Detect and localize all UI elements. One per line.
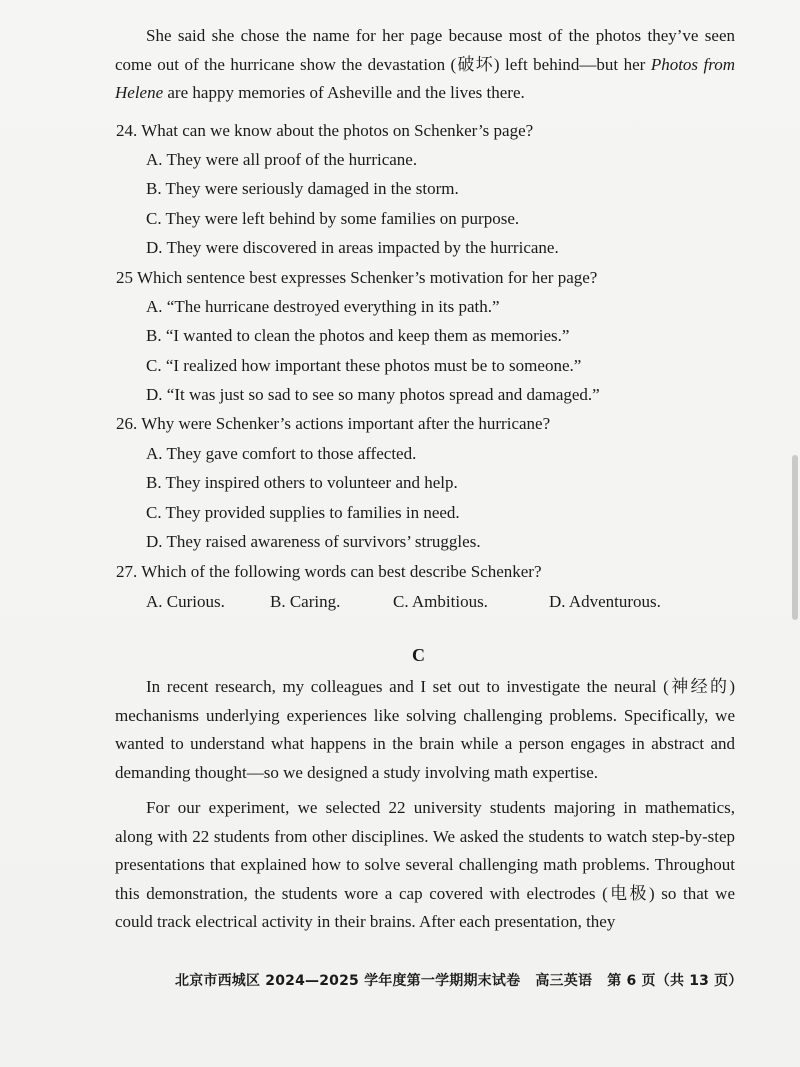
- section-c-paragraph-2: [115, 794, 735, 937]
- question-27-option-d: D. Adventurous.: [549, 592, 661, 611]
- vertical-scrollbar[interactable]: [792, 455, 798, 620]
- closing-sentence-start: She said she chose the name for her page because most of the photos they’ve seen come out of the hurricane show the devastation (破坏) left behind—but her: [115, 26, 735, 74]
- question-24-option-b: B. They were seriously damaged in the storm.: [146, 179, 459, 198]
- paragraph-2-text: For our experiment, we selected 22 university students majoring in mathematics, along with 22 students from other disciplines. We asked the students to watch step-by-step presentations that explained how to solve several challenging math problems. Throughout this demonstration, the students wore a cap covered with electrodes (电极) so that we could track electrical activity in their brains. After each presentation, they: [115, 798, 735, 931]
- question-27-option-a: A. Curious.: [146, 592, 225, 611]
- question-24-option-c: C. They were left behind by some families on purpose.: [146, 209, 520, 228]
- question-26-option-a: A. They gave comfort to those affected.: [146, 444, 417, 463]
- footer-page-number: 第 6 页（共 13 页）: [607, 973, 743, 989]
- question-26-option-d: D. They raised awareness of survivors’ struggles.: [146, 532, 481, 551]
- question-24-option-d: D. They were discovered in areas impacted by the hurricane.: [146, 238, 559, 257]
- passage-b-closing-paragraph: [115, 22, 735, 108]
- footer-subject: 高三英语: [535, 973, 593, 989]
- question-27-option-c: C. Ambitious.: [393, 592, 488, 611]
- paragraph-1-text: In recent research, my colleagues and I set out to investigate the neural (神经的) mechanisms underlying experiences like solving challenging problems. Specifically, we wanted to understand what happens in the brain while a person engages in abstract and demanding thought—so we designed a study involving math expertise.: [115, 677, 735, 782]
- page-footer: [175, 970, 753, 990]
- question-26-stem: 26. Why were Schenker’s actions important after the hurricane?: [116, 414, 551, 433]
- question-25-option-d: D. “It was just so sad to see so many photos spread and damaged.”: [146, 385, 600, 404]
- question-24-stem: 24. What can we know about the photos on Schenker’s page?: [116, 121, 534, 140]
- question-25-option-b: B. “I wanted to clean the photos and keep them as memories.”: [146, 326, 570, 345]
- question-27-stem: 27. Which of the following words can best describe Schenker?: [116, 562, 542, 581]
- section-c-heading: C: [412, 645, 425, 665]
- question-25-option-a: A. “The hurricane destroyed everything in its path.”: [146, 297, 500, 316]
- question-24-option-a: A. They were all proof of the hurricane.: [146, 150, 418, 169]
- question-27-option-b: B. Caring.: [270, 592, 341, 611]
- question-26-option-c: C. They provided supplies to families in need.: [146, 503, 460, 522]
- question-25-option-c: C. “I realized how important these photos must be to someone.”: [146, 356, 582, 375]
- closing-sentence-end: are happy memories of Asheville and the lives there.: [163, 83, 525, 102]
- question-26-option-b: B. They inspired others to volunteer and help.: [146, 473, 458, 492]
- question-25-stem: 25 Which sentence best expresses Schenker’s motivation for her page?: [116, 268, 598, 287]
- footer-exam-title: 北京市西城区 2024—2025 学年度第一学期期末试卷: [175, 973, 521, 989]
- section-c-paragraph-1: [115, 673, 735, 787]
- page-title-italic: Photos from Helene: [115, 54, 735, 102]
